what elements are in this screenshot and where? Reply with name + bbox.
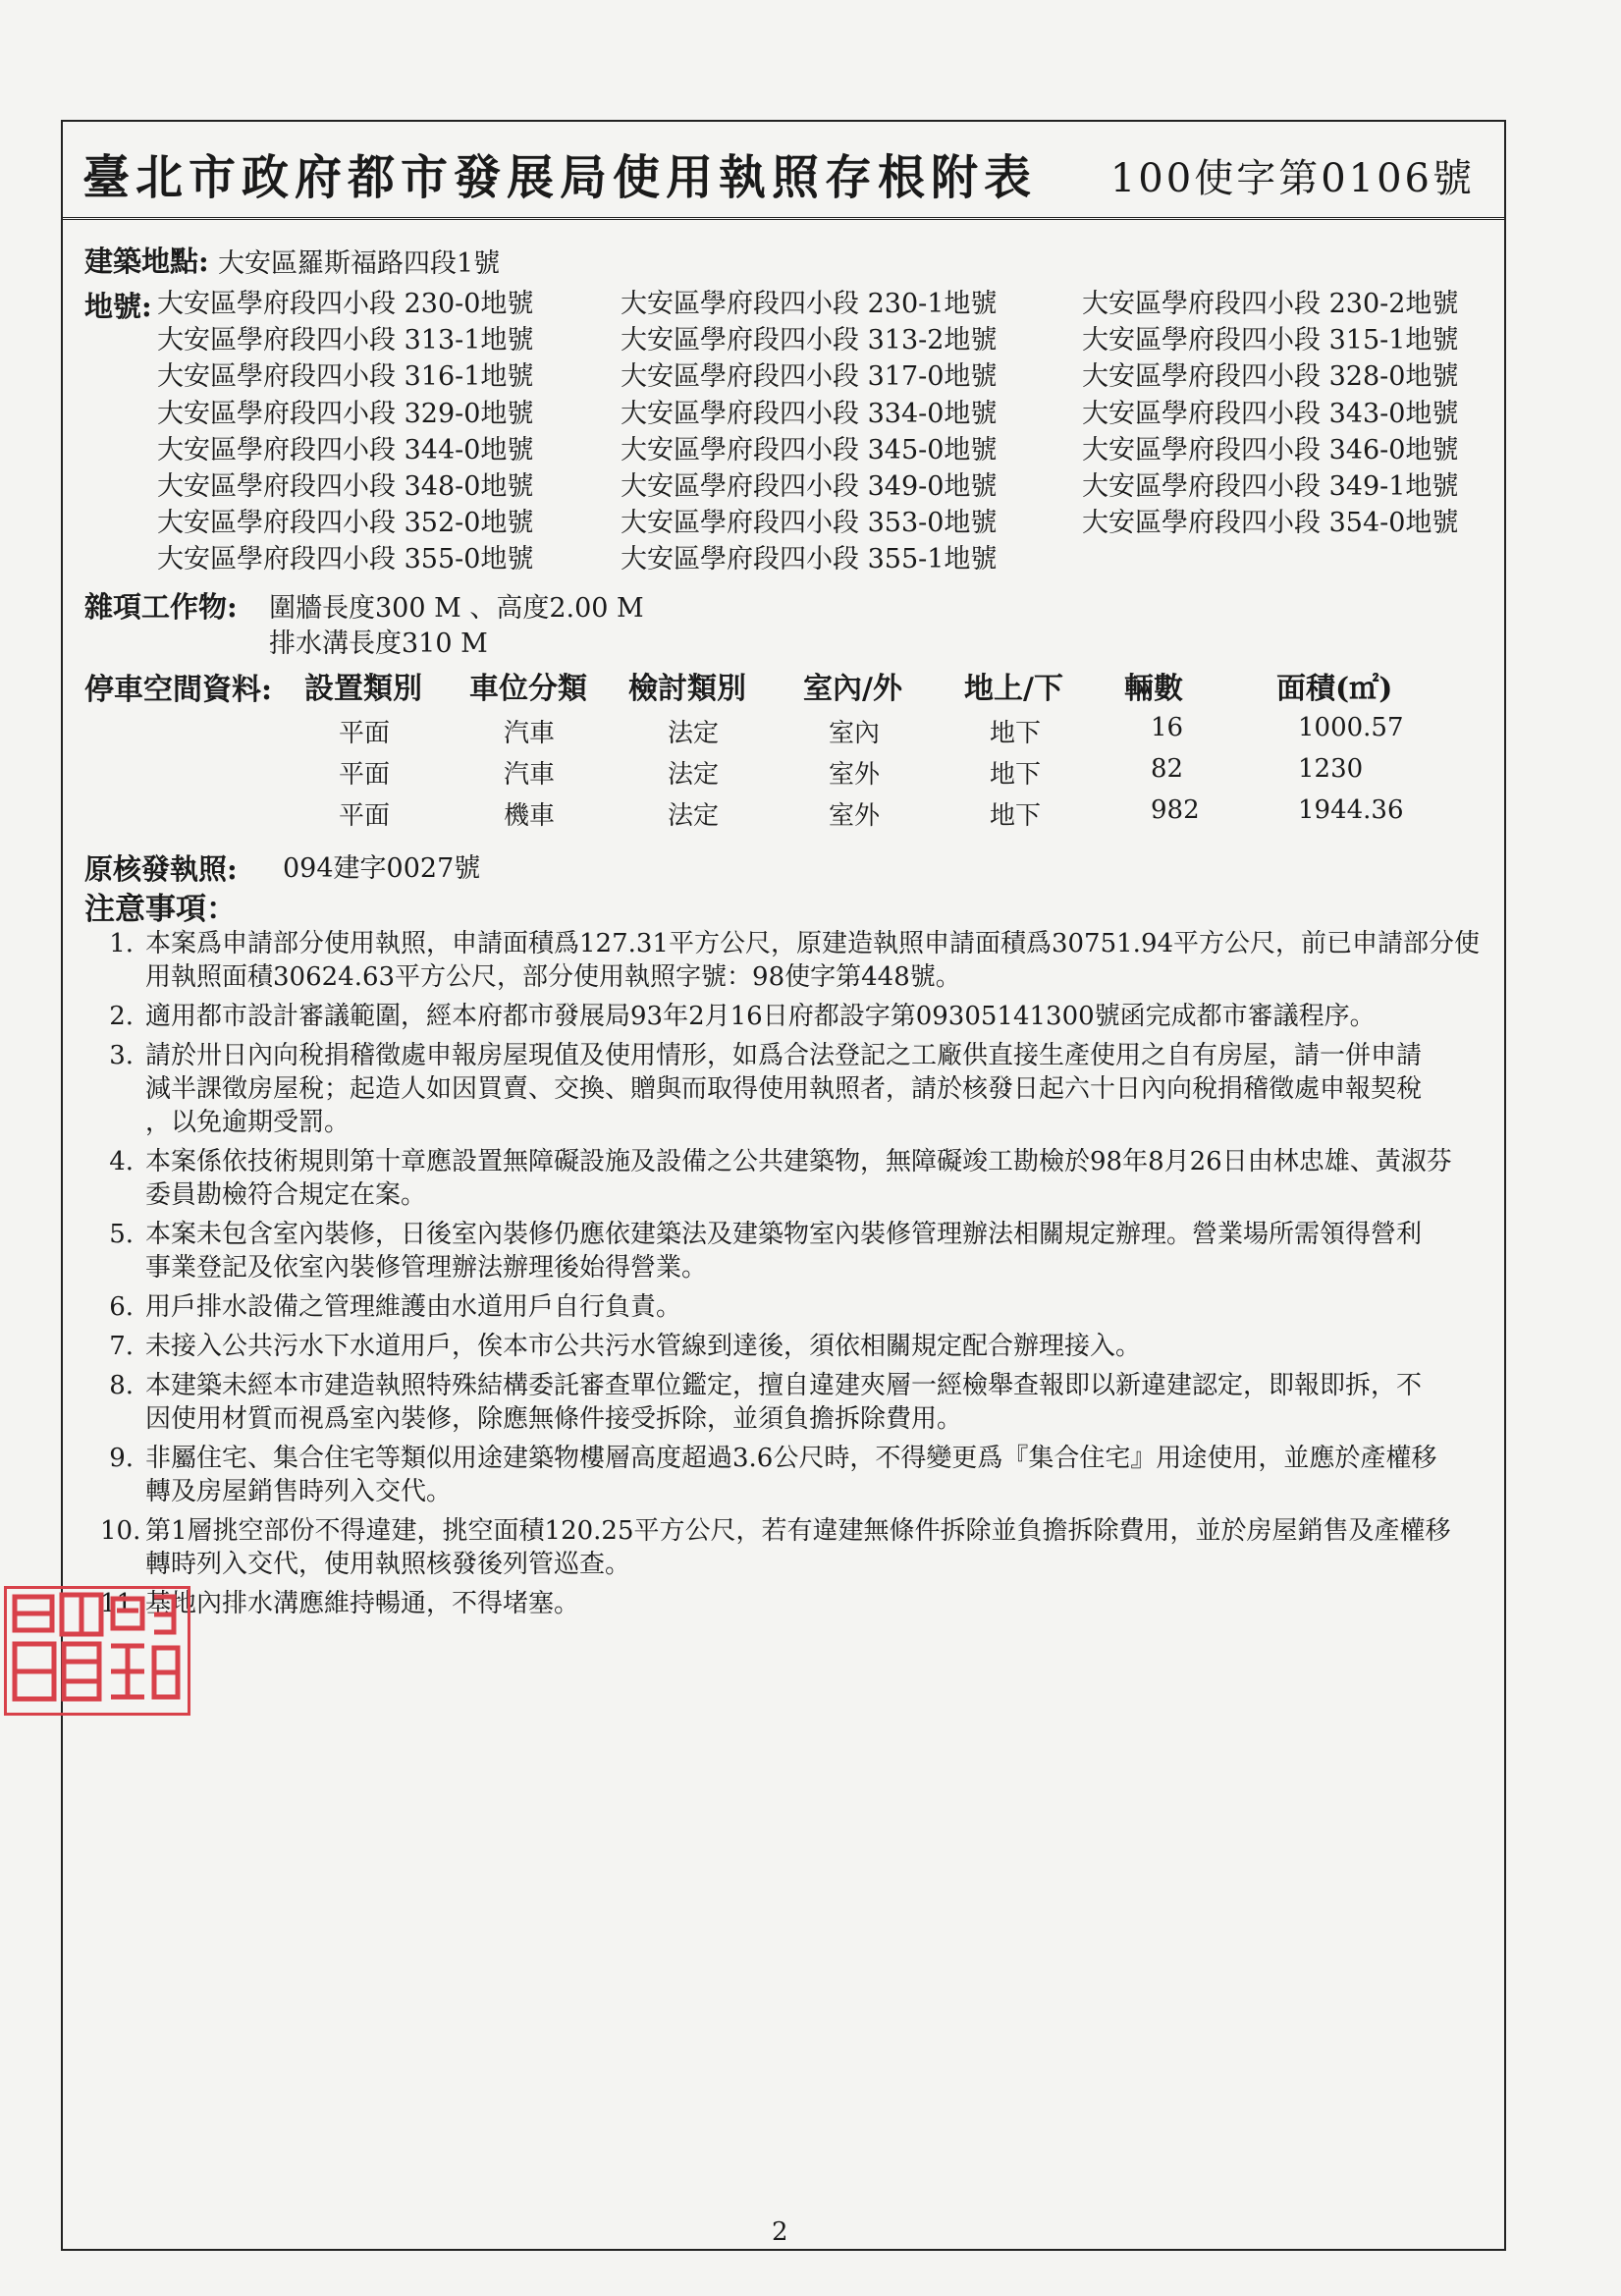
parking-cell: 1000.57 xyxy=(1298,713,1404,742)
parking-cell: 室外 xyxy=(829,801,881,831)
note-line: 本建築未經本市建造執照特殊結構委託審查單位鑑定，擅自違建夾層一經檢舉查報即以新違建認定，即報即拆，不 xyxy=(145,1371,1423,1400)
lot-number: 大安區學府段四小段 355-0地號 xyxy=(157,544,534,575)
note-line: 因使用材質而視爲室內裝修，除應無條件接受拆除，並須負擔拆除費用。 xyxy=(145,1404,963,1434)
lot-number: 大安區學府段四小段 344-0地號 xyxy=(157,434,534,465)
lot-number: 大安區學府段四小段 315-1地號 xyxy=(1082,325,1459,356)
note-item xyxy=(100,1000,1475,1033)
note-line: 用執照面積30624.63平方公尺，部分使用執照字號：98使字第448號。 xyxy=(145,962,961,992)
parking-cell: 汽車 xyxy=(504,719,556,748)
parking-cell: 地下 xyxy=(990,760,1042,790)
location-label: 建築地點: xyxy=(84,245,209,278)
parking-header-row xyxy=(0,664,1571,706)
note-item xyxy=(100,927,1481,994)
note-line: 第1層挑空部份不得違建，挑空面積120.25平方公尺，若有違建無條件拆除並負擔拆除費用，並於房屋銷售及產權移 xyxy=(145,1516,1451,1546)
note-text xyxy=(145,1442,1490,1508)
location-value: 大安區羅斯福路四段1號 xyxy=(218,248,501,279)
lot-number: 大安區學府段四小段 313-2地號 xyxy=(621,325,998,356)
parking-cell: 汽車 xyxy=(504,760,556,790)
official-seal xyxy=(4,1586,190,1716)
misc-works-item: 排水溝長度310 M xyxy=(269,629,488,659)
note-text xyxy=(145,1330,1490,1363)
parking-cell: 82 xyxy=(1151,754,1184,784)
lot-number: 大安區學府段四小段 313-1地號 xyxy=(157,325,534,356)
lot-number: 大安區學府段四小段 354-0地號 xyxy=(1082,508,1459,539)
note-item xyxy=(100,1442,1475,1508)
note-number: 11. xyxy=(100,1589,141,1618)
note-item xyxy=(100,1369,1475,1436)
parking-column-header: 車位分類 xyxy=(469,672,587,706)
note-number: 4. xyxy=(109,1147,134,1176)
parking-cell: 法定 xyxy=(668,801,720,831)
note-line: 用戶排水設備之管理維護由水道用戶自行負責。 xyxy=(145,1292,682,1322)
note-item xyxy=(100,1330,1475,1363)
note-line: 請於卅日內向稅捐稽徵處申報房屋現值及使用情形，如爲合法登記之工廠供直接生產使用之自有房屋，請一併申請 xyxy=(145,1041,1423,1070)
lot-number: 大安區學府段四小段 316-1地號 xyxy=(157,361,534,393)
note-item xyxy=(100,1145,1475,1212)
notes-label: 注意事項： xyxy=(84,892,237,927)
note-line: 本案係依技術規則第十章應設置無障礙設施及設備之公共建築物，無障礙竣工勘檢於98年8月26日由林忠雄、黃淑芬 xyxy=(145,1147,1452,1176)
note-number: 2. xyxy=(109,1002,134,1031)
original-permit-label: 原核發執照: xyxy=(84,852,238,886)
parking-cell: 平面 xyxy=(339,801,391,831)
parking-cell: 1944.36 xyxy=(1298,795,1404,825)
lot-number: 大安區學府段四小段 230-2地號 xyxy=(1082,289,1459,319)
note-text xyxy=(145,1218,1490,1285)
note-text xyxy=(145,927,1490,994)
document-title: 臺北市政府都市發展局使用執照存根附表 xyxy=(82,150,1038,205)
note-line: 非屬住宅、集合住宅等類似用途建築物樓層高度超過3.6公尺時，不得變更爲『集合住宅』用途使用，並應於產權移 xyxy=(145,1444,1437,1473)
note-text xyxy=(145,1000,1490,1033)
misc-works-label: 雜項工作物: xyxy=(84,590,238,624)
note-item xyxy=(100,1514,1475,1581)
note-item xyxy=(100,1218,1475,1285)
parking-column-header: 檢討類別 xyxy=(628,672,746,706)
lots-label: 地號: xyxy=(84,290,152,323)
parking-cell: 地下 xyxy=(990,801,1042,831)
note-line: 本案爲申請部分使用執照，申請面積爲127.31平方公尺，原建造執照申請面積爲30751.94平方公尺，前已申請部分使 xyxy=(145,929,1481,958)
note-text xyxy=(145,1369,1490,1436)
parking-row xyxy=(0,795,1571,831)
note-text xyxy=(145,1039,1490,1139)
note-text xyxy=(145,1514,1490,1581)
lot-number: 大安區學府段四小段 346-0地號 xyxy=(1082,434,1459,465)
lot-number: 大安區學府段四小段 230-0地號 xyxy=(157,289,534,319)
lot-number: 大安區學府段四小段 329-0地號 xyxy=(157,398,534,429)
note-text xyxy=(145,1587,1490,1620)
parking-column-header: 地上/下 xyxy=(964,672,1063,706)
lot-number: 大安區學府段四小段 353-0地號 xyxy=(621,508,998,539)
note-line: 事業登記及依室內裝修管理辦法辦理後始得營業。 xyxy=(145,1253,708,1283)
lot-number: 大安區學府段四小段 345-0地號 xyxy=(621,434,998,465)
page-number: 2 xyxy=(772,2217,788,2247)
lot-number: 大安區學府段四小段 334-0地號 xyxy=(621,398,998,429)
parking-row xyxy=(0,713,1571,748)
note-item xyxy=(100,1290,1475,1324)
note-line: 適用都市設計審議範圍，經本府都市發展局93年2月16日府都設字第09305141300號函完成都市審議程序。 xyxy=(145,1002,1376,1031)
parking-cell: 982 xyxy=(1151,795,1200,825)
note-line: 委員勘檢符合規定在案。 xyxy=(145,1180,427,1210)
lot-number: 大安區學府段四小段 328-0地號 xyxy=(1082,361,1459,393)
parking-label: 停車空間資料: xyxy=(84,673,273,707)
note-line: 未接入公共污水下水道用戶，俟本市公共污水管線到達後，須依相關規定配合辦理接入。 xyxy=(145,1332,1142,1361)
note-item xyxy=(100,1587,1475,1620)
permit-number: 100使字第0106號 xyxy=(1109,156,1475,201)
lot-number: 大安區學府段四小段 349-0地號 xyxy=(621,471,998,502)
parking-cell: 機車 xyxy=(504,801,556,831)
parking-column-header: 設置類別 xyxy=(304,672,422,706)
parking-cell: 室外 xyxy=(829,760,881,790)
lot-number: 大安區學府段四小段 317-0地號 xyxy=(621,361,998,393)
lot-number: 大安區學府段四小段 348-0地號 xyxy=(157,471,534,502)
note-item xyxy=(100,1039,1475,1139)
note-text xyxy=(145,1290,1490,1324)
parking-column-header: 輛數 xyxy=(1124,672,1183,706)
title-row xyxy=(63,122,1504,220)
parking-column-header: 室內/外 xyxy=(803,672,902,706)
note-number: 6. xyxy=(109,1292,134,1322)
original-permit-value: 094建字0027號 xyxy=(283,853,481,884)
note-number: 9. xyxy=(109,1444,134,1473)
lot-number: 大安區學府段四小段 230-1地號 xyxy=(621,289,998,319)
parking-cell: 室內 xyxy=(829,719,881,748)
parking-cell: 16 xyxy=(1151,713,1184,742)
note-number: 1. xyxy=(109,929,134,958)
seal-glyphs xyxy=(7,1589,188,1713)
parking-cell: 平面 xyxy=(339,760,391,790)
lot-number: 大安區學府段四小段 349-1地號 xyxy=(1082,471,1459,502)
parking-cell: 地下 xyxy=(990,719,1042,748)
note-number: 8. xyxy=(109,1371,134,1400)
note-number: 7. xyxy=(109,1332,134,1361)
parking-column-header: 面積(㎡) xyxy=(1276,672,1393,706)
note-line: 基地內排水溝應維持暢通，不得堵塞。 xyxy=(145,1589,580,1618)
parking-row xyxy=(0,754,1571,790)
misc-works-item: 圍牆長度300 M 、高度2.00 M xyxy=(269,593,644,624)
parking-cell: 1230 xyxy=(1298,754,1364,784)
note-line: 本案未包含室內裝修，日後室內裝修仍應依建築法及建築物室內裝修管理辦法相關規定辦理。營業場所需領得營利 xyxy=(145,1220,1423,1249)
lot-number: 大安區學府段四小段 355-1地號 xyxy=(621,544,998,575)
note-line: 轉及房屋銷售時列入交代。 xyxy=(145,1477,453,1506)
note-line: 減半課徵房屋稅；起造人如因買賣、交換、贈與而取得使用執照者，請於核發日起六十日內向稅捐稽徵處申報契稅 xyxy=(145,1074,1423,1104)
parking-cell: 平面 xyxy=(339,719,391,748)
parking-cell: 法定 xyxy=(668,760,720,790)
note-number: 10. xyxy=(100,1516,141,1546)
note-text xyxy=(145,1145,1490,1212)
lot-number: 大安區學府段四小段 343-0地號 xyxy=(1082,398,1459,429)
lot-number: 大安區學府段四小段 352-0地號 xyxy=(157,508,534,539)
note-line: ，以免逾期受罰。 xyxy=(145,1108,351,1137)
note-number: 3. xyxy=(109,1041,134,1070)
note-line: 轉時列入交代，使用執照核發後列管巡查。 xyxy=(145,1550,631,1579)
note-number: 5. xyxy=(109,1220,134,1249)
parking-cell: 法定 xyxy=(668,719,720,748)
